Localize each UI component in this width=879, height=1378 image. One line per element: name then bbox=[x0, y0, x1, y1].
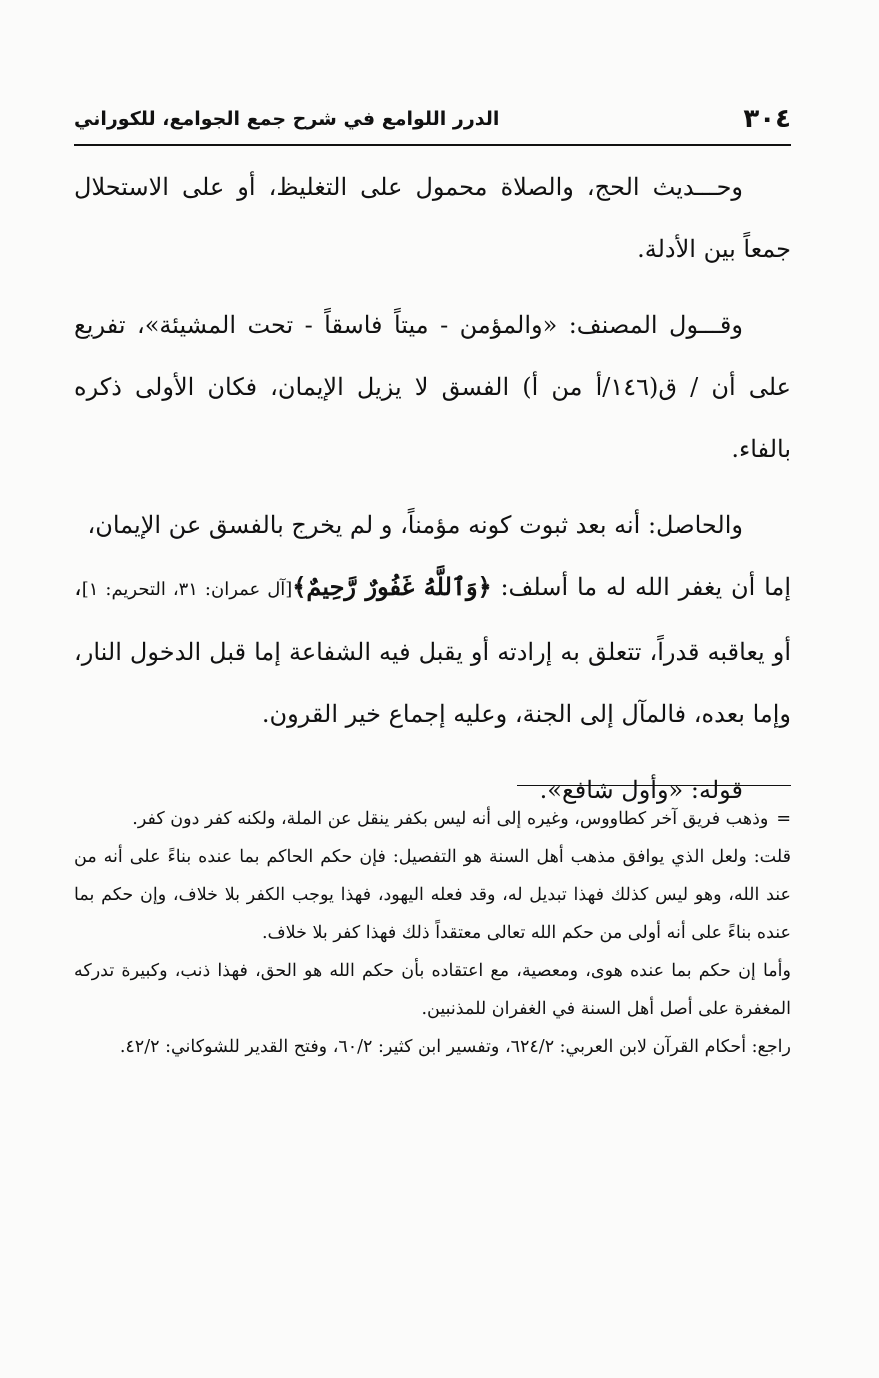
main-text bbox=[74, 156, 791, 835]
paragraph-3 bbox=[74, 494, 791, 556]
footnote-3: وأما إن حكم بما عنده هوى، ومعصية، مع اعتقاده بأن حكم الله هو الحق، فهذا ذنب، وكبيرة تدركه المغفرة على أصل أهل السنة في الغفران للمذنبين. bbox=[74, 961, 791, 1019]
paragraph-5: قوله: «وأول شافع». bbox=[539, 776, 743, 804]
paragraph-3-text: والحاصل: أنه بعد ثبوت كونه مؤمناً، و لم يخرج بالفسق عن الإيمان، bbox=[87, 511, 743, 539]
page-header bbox=[74, 100, 791, 138]
quran-verse: ﴿وَٱللَّهُ غَفُورٌ رَّحِيمٌ﴾ bbox=[292, 572, 492, 601]
header-rule bbox=[74, 144, 791, 146]
footnote-1-text: وذهب فريق آخر كطاووس، وغيره إلى أنه ليس بكفر ينقل عن الملة، ولكنه كفر دون كفر. bbox=[132, 809, 769, 829]
page-number: ٣٠٤ bbox=[743, 104, 791, 134]
paragraph-1: وحـــديث الحج، والصلاة محمول على التغليظ، أو على الاستحلال جمعاً بين الأدلة. bbox=[74, 173, 791, 263]
footnote-1 bbox=[74, 800, 791, 838]
footnotes bbox=[74, 800, 791, 1066]
continuation-mark: = bbox=[776, 809, 791, 829]
verse-reference: [آل عمران: ٣١، التحريم: ١] bbox=[81, 579, 293, 600]
paragraph-4 bbox=[74, 556, 791, 745]
paragraph-4-rest: ، أو يعاقبه قدراً، تتعلق به إرادته أو يقبل فيه الشفاعة إما قبل الدخول النار، وإما بعده، فالمآل إلى الجنة، وعليه إجماع خير القرون. bbox=[74, 573, 791, 728]
paragraph-2: وقـــول المصنف: «والمؤمن - ميتاً فاسقاً - تحت المشيئة»، تفريع على أن / ق(١٤٦/أ من أ) الفسق لا يزيل الإيمان، فكان الأولى ذكره بالفاء. bbox=[74, 311, 791, 463]
running-title: الدرر اللوامع في شرح جمع الجوامع، للكوراني bbox=[74, 108, 500, 130]
footnote-2: قلت: ولعل الذي يوافق مذهب أهل السنة هو التفصيل: فإن حكم الحاكم بما عنده بناءً على أنه من عند الله، وهو ليس كذلك فهذا تبديل له، وقد فعله اليهود، فهذا يوجب الكفر بلا خلاف، وإن حكم بما عنده بناءً على أنه أولى من حكم الله تعالى معتقداً ذلك فهذا كفر بلا خلاف. bbox=[74, 847, 791, 943]
paragraph-4-lead: إما أن يغفر الله له ما أسلف: bbox=[491, 573, 792, 601]
footnote-4: راجع: أحكام القرآن لابن العربي: ٦٢٤/٢، وتفسير ابن كثير: ٦٠/٢، وفتح القدير للشوكاني: ٤٢/٢. bbox=[119, 1037, 791, 1057]
footnote-separator bbox=[517, 785, 791, 786]
